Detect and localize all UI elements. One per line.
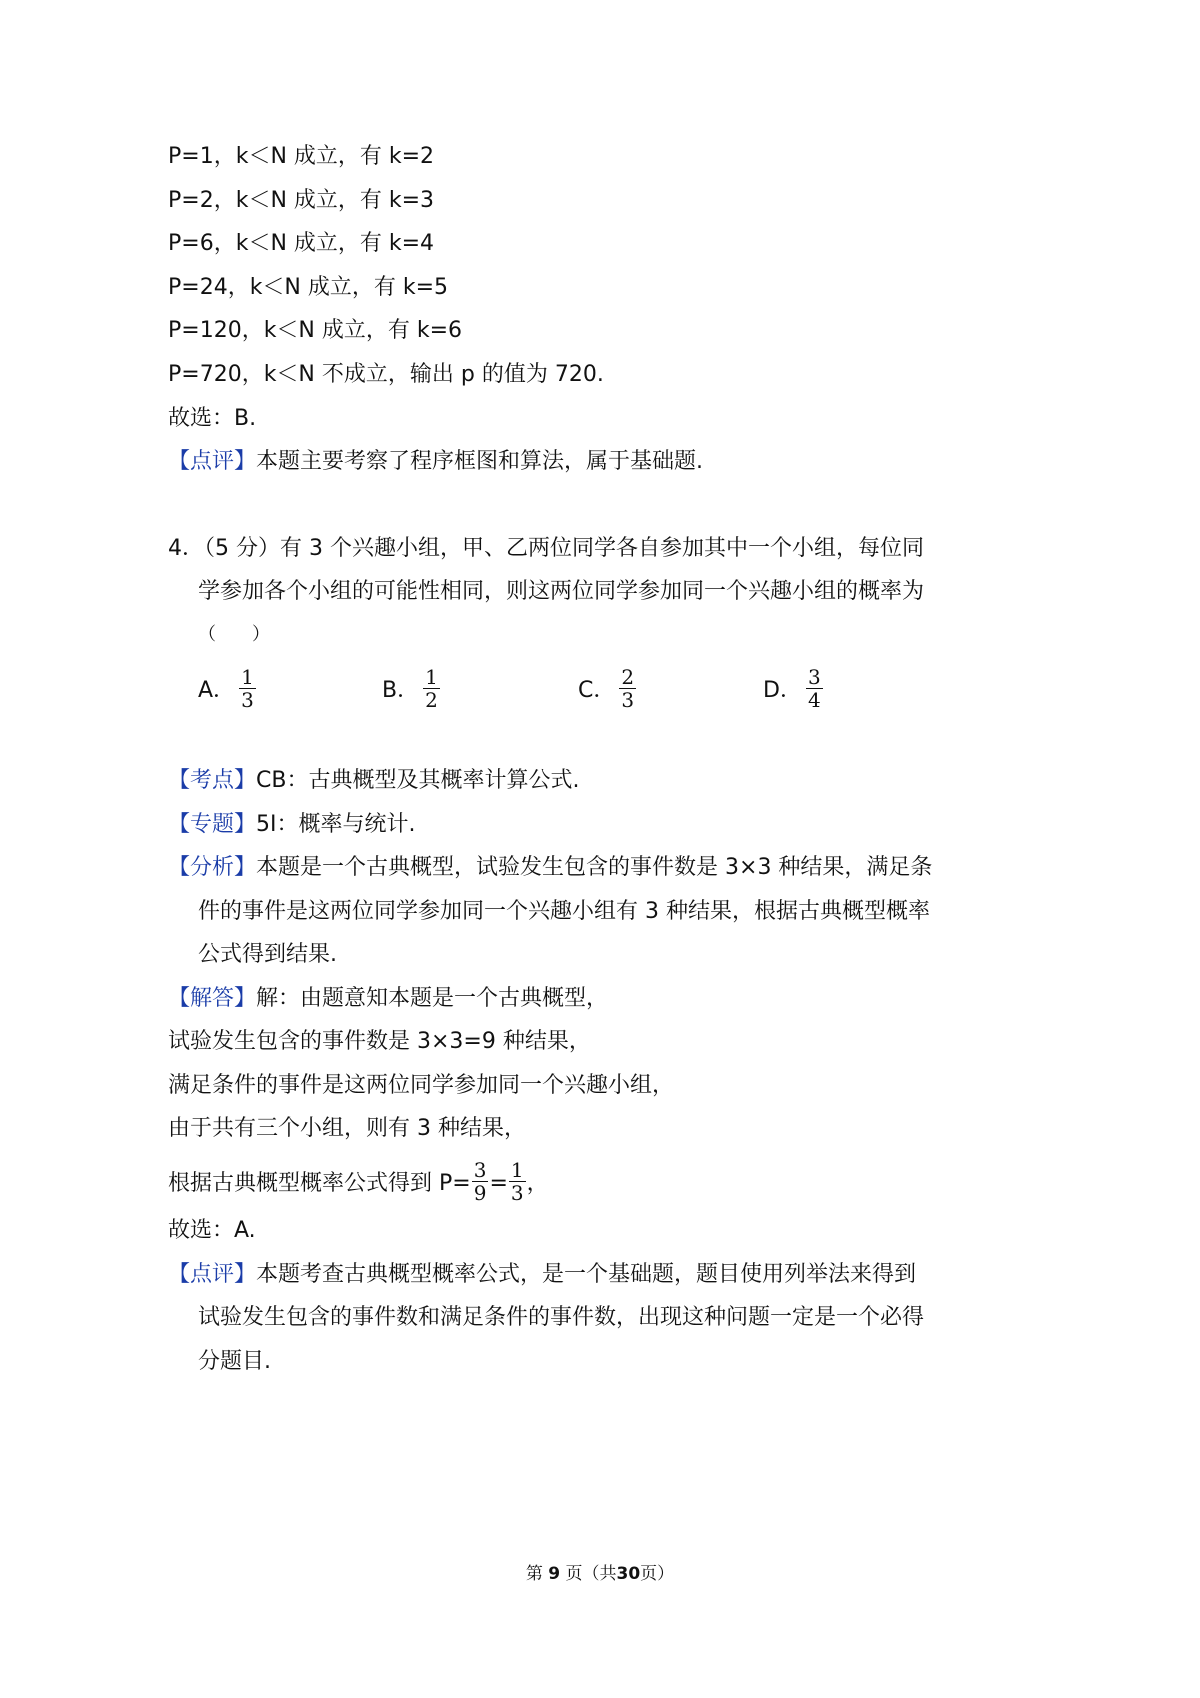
footer-page-number: 9 xyxy=(548,1564,561,1584)
equals-sign: = xyxy=(489,1170,508,1196)
option-d-label: D． xyxy=(763,677,802,703)
option-c-fraction xyxy=(619,666,636,711)
fraction-1-3 xyxy=(509,1159,526,1204)
kaodian xyxy=(168,766,579,796)
trace-line-1: P=1，k＜N 成立，有 k=2 xyxy=(168,144,435,169)
footer-mid: 页（共 xyxy=(565,1564,617,1584)
jieda-line-4: 由于共有三个小组，则有 3 种结果， xyxy=(168,1116,526,1141)
q4-option-a[interactable] xyxy=(198,665,260,713)
option-b-den: 2 xyxy=(425,688,438,712)
q4-answer: 故选：A. xyxy=(168,1218,256,1243)
zhuanti-text: 5I：概率与统计. xyxy=(256,812,416,837)
footer-total-pages: 30 xyxy=(616,1564,641,1584)
q4-option-b[interactable] xyxy=(382,665,444,713)
option-b-fraction xyxy=(423,666,440,711)
option-c-num: 2 xyxy=(621,665,635,689)
frac1-den: 9 xyxy=(473,1181,487,1205)
footer-pre: 第 xyxy=(525,1564,543,1584)
option-b-num: 1 xyxy=(425,665,438,689)
jieda-line-2: 试验发生包含的事件数是 3×3=9 种结果， xyxy=(168,1029,591,1054)
review-text: 本题主要考察了程序框图和算法，属于基础题. xyxy=(256,449,704,474)
trace-line-2: P=2，k＜N 成立，有 k=3 xyxy=(168,188,435,213)
prev-review xyxy=(168,447,703,477)
q4-review-text-1: 本题考查古典概型概率公式，是一个基础题，题目使用列举法来得到 xyxy=(256,1262,917,1287)
fenxi-line-1 xyxy=(168,853,932,883)
jieda-line-3: 满足条件的事件是这两位同学参加同一个兴趣小组， xyxy=(168,1073,675,1098)
q4-option-c[interactable] xyxy=(578,665,640,713)
trace-line-3: P=6，k＜N 成立，有 k=4 xyxy=(168,231,435,256)
option-b-label: B． xyxy=(382,677,420,703)
option-c-den: 3 xyxy=(621,688,635,712)
option-a-label: A． xyxy=(198,677,236,703)
q4-option-d[interactable] xyxy=(763,665,827,713)
jieda-line-1 xyxy=(168,984,608,1014)
option-d-num: 3 xyxy=(807,665,821,689)
jieda-text-1: 解：由题意知本题是一个古典概型， xyxy=(256,986,609,1011)
q4-review-line-2: 试验发生包含的事件数和满足条件的事件数，出现这种问题一定是一个必得 xyxy=(198,1305,925,1330)
frac1-num: 3 xyxy=(473,1158,487,1182)
q4-review-line-3: 分题目. xyxy=(198,1349,271,1374)
option-d-fraction xyxy=(806,666,823,711)
trace-line-6: P=720，k＜N 不成立，输出 p 的值为 720. xyxy=(168,362,604,387)
option-a-fraction xyxy=(239,666,256,711)
fenxi-tag: 【分析】 xyxy=(168,855,257,880)
jieda-line-5 xyxy=(168,1158,549,1206)
page-footer xyxy=(0,1562,1200,1586)
option-d-den: 4 xyxy=(807,688,821,712)
kaodian-text: CB：古典概型及其概率计算公式. xyxy=(256,768,580,793)
q4-blank-paren: （ ） xyxy=(198,624,270,645)
option-a-den: 3 xyxy=(241,688,254,712)
jieda-tag: 【解答】 xyxy=(168,986,257,1011)
jieda-formula-suffix: ， xyxy=(526,1170,549,1196)
q4-stem-line-2: 学参加各个小组的可能性相同，则这两位同学参加同一个兴趣小组的概率为 xyxy=(198,579,925,604)
fenxi-text-1: 本题是一个古典概型，试验发生包含的事件数是 3×3 种结果，满足条 xyxy=(256,855,933,880)
frac2-den: 3 xyxy=(510,1181,524,1205)
option-a-num: 1 xyxy=(241,665,254,689)
jieda-formula-prefix: 根据古典概型概率公式得到 P= xyxy=(168,1170,471,1196)
trace-line-5: P=120，k＜N 成立，有 k=6 xyxy=(168,318,463,343)
review-tag: 【点评】 xyxy=(168,449,257,474)
kaodian-tag: 【考点】 xyxy=(168,768,257,793)
q4-review-line-1 xyxy=(168,1260,916,1290)
fraction-3-9 xyxy=(472,1159,489,1204)
frac2-num: 1 xyxy=(510,1158,524,1182)
fenxi-line-3: 公式得到结果. xyxy=(198,942,337,967)
zhuanti-tag: 【专题】 xyxy=(168,812,257,837)
footer-post: 页） xyxy=(640,1564,675,1584)
fenxi-line-2: 件的事件是这两位同学参加同一个兴趣小组有 3 种结果，根据古典概型概率 xyxy=(198,899,930,924)
option-c-label: C． xyxy=(578,677,616,703)
trace-line-4: P=24，k＜N 成立，有 k=5 xyxy=(168,275,449,300)
q4-review-tag: 【点评】 xyxy=(168,1262,257,1287)
zhuanti xyxy=(168,810,416,840)
q4-stem-line-1: 4．（5 分）有 3 个兴趣小组，甲、乙两位同学各自参加其中一个小组，每位同 xyxy=(168,536,924,561)
prev-answer: 故选：B. xyxy=(168,406,257,431)
